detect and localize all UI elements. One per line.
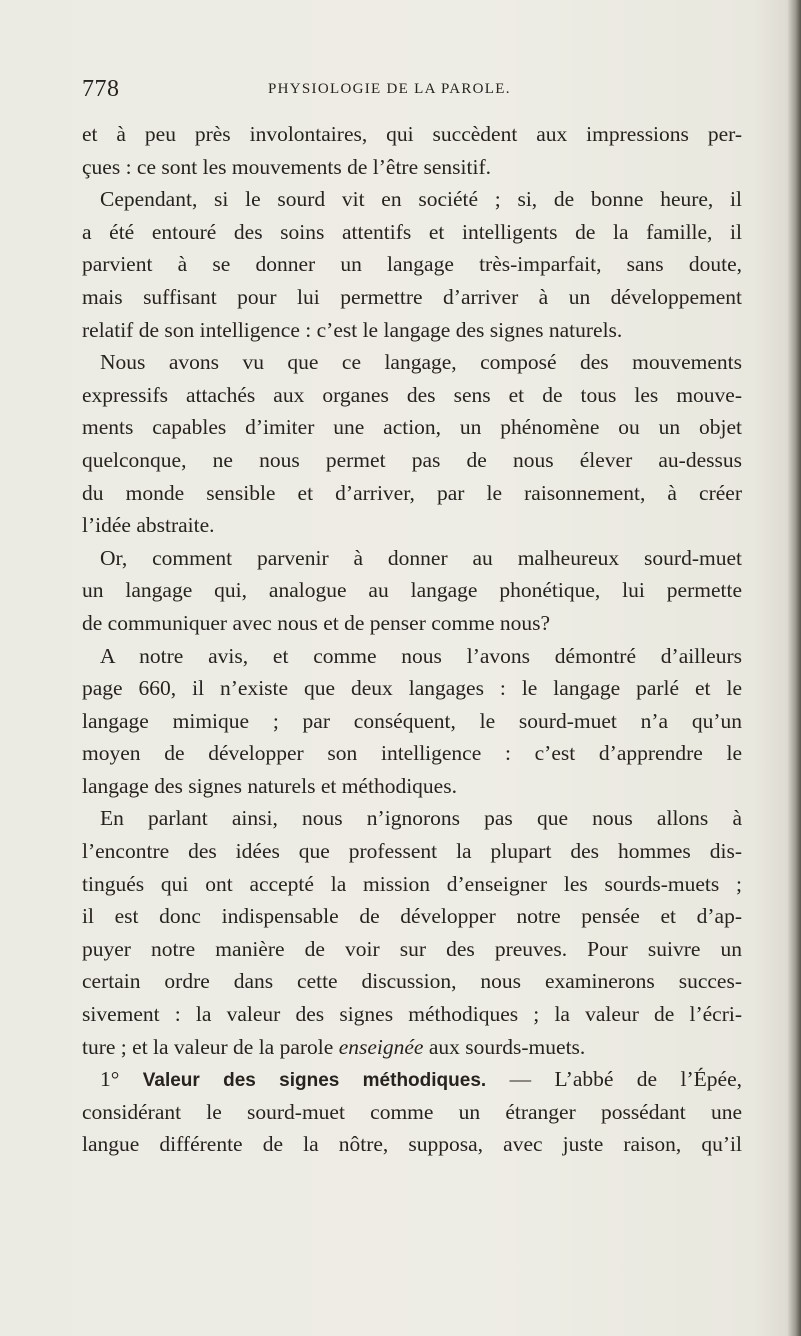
- text-line: langage mimique ; par conséquent, le sourd-muet n’a qu’un: [82, 708, 742, 733]
- text-line: ments capables d’imiter une action, un phénomène ou un objet: [82, 415, 742, 440]
- text-line: quelconque, ne nous permet pas de nous élever au-dessus: [82, 447, 742, 472]
- paragraph-start-line: A notre avis, et comme nous l’avons démontré d’ailleurs: [100, 643, 742, 668]
- text-line: considérant le sourd-muet comme un étranger possédant une: [82, 1099, 742, 1124]
- text-run: — L’abbé de l’Épée,: [509, 1067, 742, 1092]
- paragraph-start-line: Nous avons vu que ce langage, composé des mouvements: [100, 350, 742, 375]
- body-text: [82, 118, 742, 1161]
- paragraph-start-line: Or, comment parvenir à donner au malheureux sourd-muet: [100, 545, 742, 570]
- text-line: et à peu près involontaires, qui succèdent aux impressions per-: [82, 122, 742, 146]
- text-line: certain ordre dans cette discussion, nous examinerons succes-: [82, 969, 742, 994]
- section-heading-line: [82, 1063, 742, 1096]
- text-line: a été entouré des soins attentifs et intelligents de la famille, il: [82, 219, 742, 244]
- text-line: tingués qui ont accepté la mission d’enseigner les sourds-muets ;: [82, 871, 742, 896]
- text-run: ture ; et la valeur de la parole: [82, 1034, 334, 1059]
- text-line: l’idée abstraite.: [82, 513, 215, 538]
- paragraph-start-line: En parlant ainsi, nous n’ignorons pas que nous allons à: [100, 806, 742, 831]
- text-line: page 660, il n’existe que deux langages : le langage parlé et le: [82, 676, 742, 701]
- page-number: 778: [82, 76, 120, 102]
- text-line-mixed: [82, 1031, 742, 1064]
- text-line: un langage qui, analogue au langage phonétique, lui permette: [82, 578, 742, 603]
- text-run: aux sourds-muets.: [428, 1034, 586, 1059]
- paragraph-start-line: Cependant, si le sourd vit en société ; si, de bonne heure, il: [100, 187, 742, 212]
- section-heading: Valeur des signes méthodiques.: [142, 1070, 487, 1092]
- text-line: çues : ce sont les mouvements de l’être sensitif.: [82, 154, 491, 179]
- text-line: sivement : la valeur des signes méthodiques ; la valeur de l’écri-: [82, 1002, 742, 1027]
- text-line: parvient à se donner un langage très-imparfait, sans doute,: [82, 252, 742, 277]
- text-line: mais suffisant pour lui permettre d’arriver à un développement: [82, 284, 742, 309]
- text-line: langage des signes naturels et méthodiques.: [82, 773, 457, 798]
- text-line: moyen de développer son intelligence : c’est d’apprendre le: [82, 741, 742, 766]
- italic-run: enseignée: [338, 1034, 424, 1059]
- page-header: [82, 76, 742, 106]
- section-number: 1°: [100, 1067, 120, 1092]
- text-line: expressifs attachés aux organes des sens et de tous les mouve-: [82, 382, 742, 407]
- text-line: relatif de son intelligence : c’est le langage des signes naturels.: [82, 317, 623, 342]
- running-title: PHYSIOLOGIE DE LA PAROLE.: [268, 81, 511, 97]
- text-line: du monde sensible et d’arriver, par le raisonnement, à créer: [82, 480, 742, 505]
- text-line: l’encontre des idées que professent la plupart des hommes dis-: [82, 839, 742, 864]
- page-edge-shadow: [787, 0, 801, 1336]
- text-line: puyer notre manière de voir sur des preuves. Pour suivre un: [82, 936, 742, 961]
- text-line: de communiquer avec nous et de penser comme nous?: [82, 610, 551, 635]
- text-line: langue différente de la nôtre, supposa, avec juste raison, qu’il: [82, 1132, 742, 1157]
- text-line: il est donc indispensable de développer notre pensée et d’ap-: [82, 904, 742, 929]
